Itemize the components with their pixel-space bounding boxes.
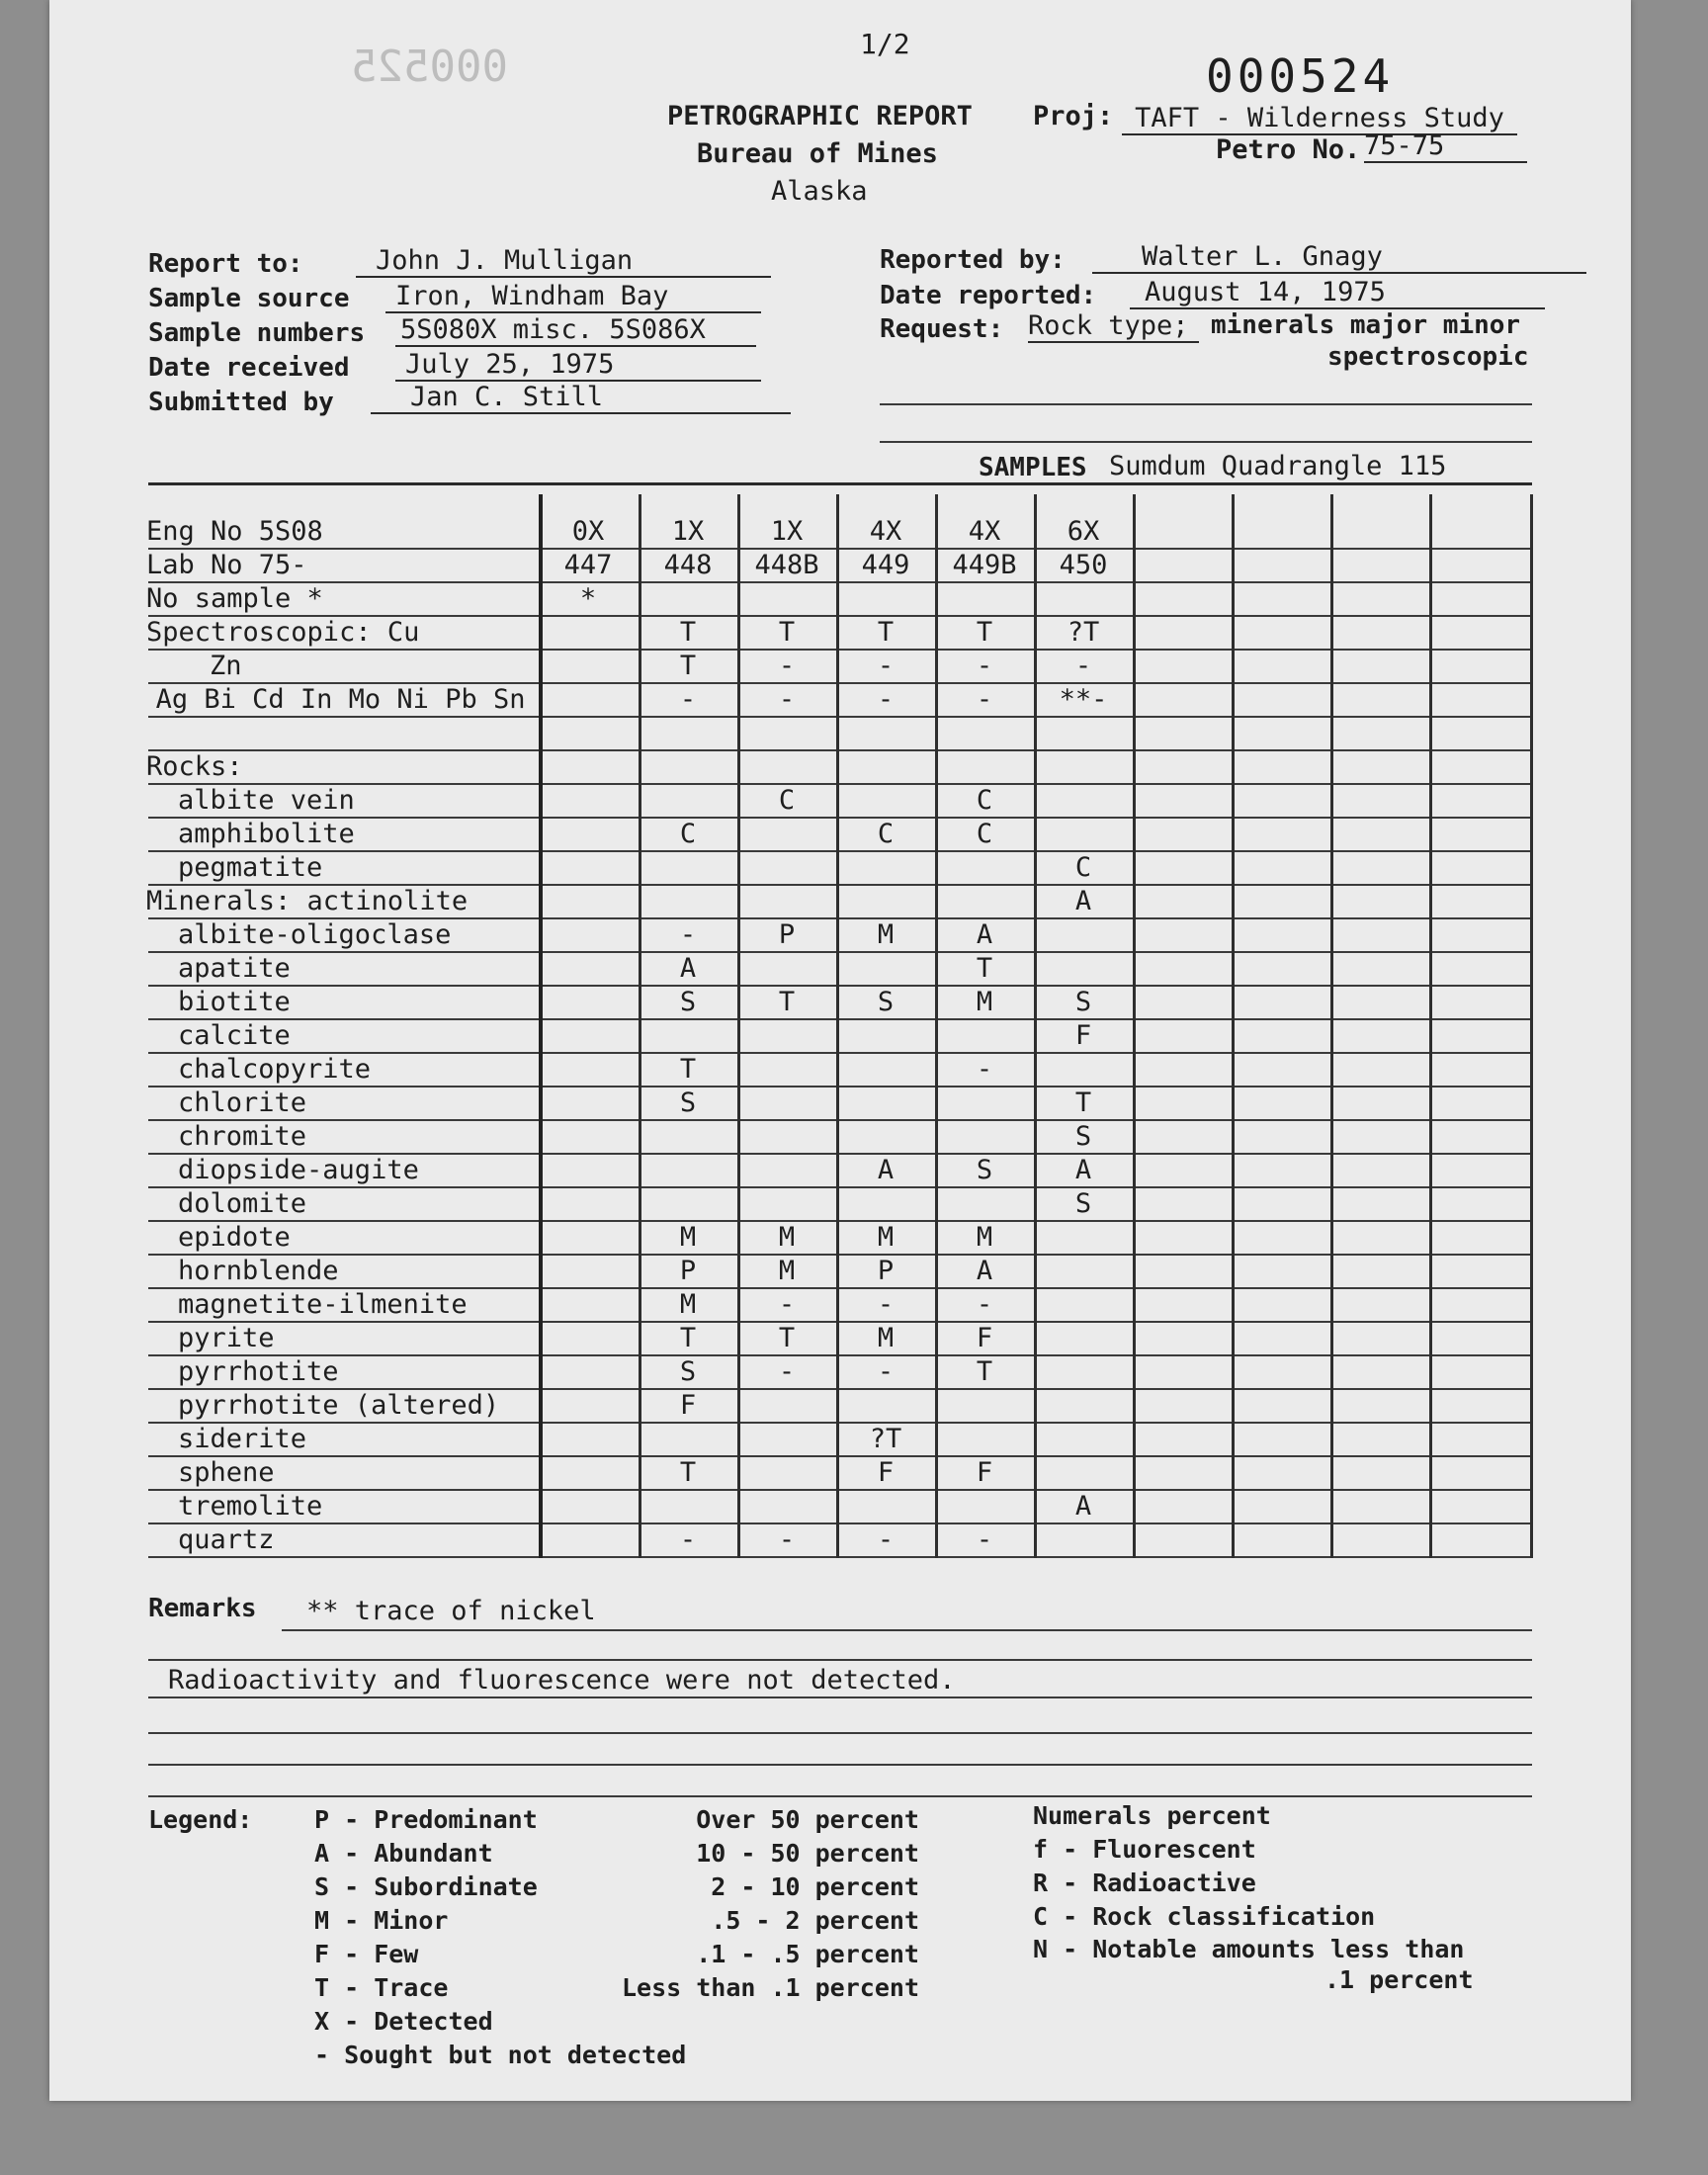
table-cell: - — [679, 684, 697, 715]
table-cell: * — [579, 583, 597, 614]
table-cell: M — [976, 1222, 993, 1253]
table-cell: 1X — [770, 516, 804, 547]
legend-range: .5 - 2 percent — [711, 1906, 919, 1935]
date-reported-value: August 14, 1975 — [1130, 277, 1545, 309]
row-label: Rocks: — [146, 751, 243, 782]
mirrored-stamp: 000525 — [351, 42, 508, 92]
legend-range: .1 - .5 percent — [696, 1940, 919, 1968]
table-cell: C — [976, 819, 993, 849]
table-cell: 448 — [663, 550, 713, 580]
table-cell: T — [778, 987, 796, 1017]
row-label: siderite — [178, 1424, 307, 1454]
table-cell: S — [976, 1155, 993, 1185]
table-cell: - — [1074, 651, 1092, 681]
table-cell: T — [679, 617, 697, 648]
report-state: Alaska — [771, 176, 868, 207]
date-received-label: Date received — [148, 353, 350, 383]
table-cell: - — [976, 1524, 993, 1555]
report-to-value: John J. Mulligan — [356, 245, 771, 278]
table-cell: T — [679, 1323, 697, 1353]
blank-line — [880, 403, 1532, 405]
legend-code: S - Subordinate — [314, 1872, 538, 1901]
table-cell: P — [877, 1256, 895, 1286]
remarks-line1: ** trace of nickel — [306, 1596, 596, 1626]
row-label: hornblende — [178, 1256, 339, 1286]
reported-by-value: Walter L. Gnagy — [1092, 241, 1586, 274]
row-label: pyrrhotite — [178, 1356, 339, 1387]
table-cell: T — [976, 953, 993, 984]
table-cell: ?T — [1067, 617, 1100, 648]
row-label: No sample * — [146, 583, 323, 614]
table-cell: T — [679, 1054, 697, 1085]
table-column-rule — [1330, 494, 1333, 1558]
table-cell: 447 — [563, 550, 613, 580]
row-label: chlorite — [178, 1088, 307, 1118]
table-cell: 1X — [671, 516, 705, 547]
table-cell: A — [1074, 1491, 1092, 1522]
remarks-rule — [148, 1696, 1532, 1698]
table-cell: M — [778, 1222, 796, 1253]
legend-range: Over 50 percent — [696, 1805, 919, 1834]
table-row-rule — [148, 581, 1532, 583]
table-cell: 4X — [869, 516, 902, 547]
row-label: magnetite-ilmenite — [178, 1289, 468, 1320]
legend-right-4: C - Rock classification — [1033, 1902, 1376, 1931]
table-cell: T — [679, 1457, 697, 1488]
table-cell: 448B — [754, 550, 819, 580]
table-cell: A — [976, 1256, 993, 1286]
table-cell: F — [1074, 1020, 1092, 1051]
petro-value: 75-75 — [1364, 130, 1527, 163]
document-number: 000524 — [1206, 49, 1395, 103]
table-cell: - — [976, 651, 993, 681]
date-reported-label: Date reported: — [880, 281, 1097, 310]
table-column-rule — [639, 494, 641, 1558]
table-cell: - — [778, 651, 796, 681]
samples-label: SAMPLES — [979, 453, 1087, 482]
table-cell: F — [679, 1390, 697, 1421]
table-cell: F — [877, 1457, 895, 1488]
table-cell: C — [877, 819, 895, 849]
row-label: Ag Bi Cd In Mo Ni Pb Sn — [155, 684, 526, 715]
table-cell: T — [976, 617, 993, 648]
remarks-rule — [148, 1659, 1532, 1661]
legend-code: P - Predominant — [314, 1805, 538, 1834]
table-cell: 4X — [968, 516, 1001, 547]
table-column-rule — [1133, 494, 1136, 1558]
table-row-rule — [148, 1086, 1532, 1088]
table-cell: - — [778, 1356, 796, 1387]
report-title: PETROGRAPHIC REPORT — [667, 101, 973, 131]
row-label: Lab No 75- — [146, 550, 307, 580]
table-cell: - — [877, 684, 895, 715]
table-cell: S — [1074, 1121, 1092, 1152]
legend-code: - Sought but not detected — [314, 2041, 687, 2069]
table-cell: C — [679, 819, 697, 849]
legend-code: M - Minor — [314, 1906, 449, 1935]
legend-range: 10 - 50 percent — [696, 1839, 919, 1868]
request-label: Request: — [880, 314, 1004, 344]
table-column-rule — [1232, 494, 1235, 1558]
table-cell: - — [778, 1289, 796, 1320]
table-cell: - — [976, 1054, 993, 1085]
legend-code: F - Few — [314, 1940, 419, 1968]
row-label: pyrite — [178, 1323, 275, 1353]
legend-range: Less than .1 percent — [621, 1973, 919, 2002]
table-cell: T — [778, 617, 796, 648]
page-mark: 1/2 — [860, 28, 910, 60]
table-cell: M — [877, 1323, 895, 1353]
table-cell: S — [1074, 1188, 1092, 1219]
row-label: Minerals: actinolite — [146, 886, 469, 916]
table-cell: S — [877, 987, 895, 1017]
table-cell: P — [679, 1256, 697, 1286]
row-label: Zn — [210, 651, 242, 681]
table-cell: C — [1074, 852, 1092, 883]
table-cell: M — [976, 987, 993, 1017]
table-cell: - — [778, 1524, 796, 1555]
table-column-rule — [836, 494, 839, 1558]
request-spectroscopic: spectroscopic — [1327, 342, 1529, 372]
row-label: dolomite — [178, 1188, 307, 1219]
legend-right-1: Numerals percent — [1033, 1801, 1271, 1830]
table-cell: 449 — [861, 550, 910, 580]
sample-numbers-value: 5S080X misc. 5S086X — [395, 314, 756, 347]
request-rest: minerals major minor — [1211, 310, 1521, 340]
table-cell: A — [976, 919, 993, 950]
table-cell: - — [976, 684, 993, 715]
table-column-rule — [1530, 494, 1533, 1558]
table-cell: T — [877, 617, 895, 648]
table-cell: M — [877, 919, 895, 950]
row-label: apatite — [178, 953, 291, 984]
row-label: Spectroscopic: Cu — [146, 617, 420, 648]
row-label: diopside-augite — [178, 1155, 419, 1185]
table-cell: T — [1074, 1088, 1092, 1118]
table-cell: P — [778, 919, 796, 950]
legend-code: A - Abundant — [314, 1839, 493, 1868]
remarks-rule — [282, 1629, 1532, 1631]
row-label: biotite — [178, 987, 291, 1017]
table-column-rule — [539, 494, 543, 1558]
table-cell: T — [976, 1356, 993, 1387]
table-cell: S — [679, 987, 697, 1017]
table-column-rule — [737, 494, 740, 1558]
table-row-rule — [148, 783, 1532, 785]
blank-line — [880, 441, 1532, 443]
table-cell: **- — [1059, 684, 1108, 715]
table-cell: A — [1074, 1155, 1092, 1185]
table-row-rule — [148, 749, 1532, 751]
table-row-rule — [148, 1186, 1532, 1188]
legend-right-5: N - Notable amounts less than — [1033, 1935, 1465, 1963]
table-cell: S — [679, 1088, 697, 1118]
table-cell: - — [877, 651, 895, 681]
legend-range: 2 - 10 percent — [711, 1872, 919, 1901]
remarks-label: Remarks — [148, 1594, 257, 1623]
report-org: Bureau of Mines — [697, 138, 938, 169]
table-row-rule — [148, 850, 1532, 852]
table-cell: - — [679, 1524, 697, 1555]
table-cell: A — [679, 953, 697, 984]
row-label: chalcopyrite — [178, 1054, 372, 1085]
row-label: epidote — [178, 1222, 291, 1253]
table-cell: F — [976, 1323, 993, 1353]
table-cell: A — [877, 1155, 895, 1185]
remarks-line2: Radioactivity and fluorescence were not detected. — [168, 1665, 956, 1696]
table-column-rule — [935, 494, 938, 1558]
row-label: amphibolite — [178, 819, 355, 849]
table-column-rule — [1429, 494, 1432, 1558]
table-row-rule — [148, 1489, 1532, 1491]
date-received-value: July 25, 1975 — [395, 349, 761, 382]
sample-source-value: Iron, Windham Bay — [385, 281, 761, 313]
row-label: sphene — [178, 1457, 275, 1488]
table-cell: F — [976, 1457, 993, 1488]
legend-label: Legend: — [148, 1805, 253, 1834]
table-cell: M — [778, 1256, 796, 1286]
sample-numbers-label: Sample numbers — [148, 318, 366, 348]
samples-value: Sumdum Quadrangle 115 — [1109, 451, 1447, 481]
request-value: Rock type; — [1028, 310, 1199, 343]
legend-right-3: R - Radioactive — [1033, 1869, 1256, 1897]
row-label: Eng No 5S08 — [146, 516, 323, 547]
table-cell: - — [679, 919, 697, 950]
proj-label: Proj: — [1033, 101, 1114, 131]
table-row-rule — [148, 716, 1532, 718]
row-label: calcite — [178, 1020, 291, 1051]
sample-source-label: Sample source — [148, 284, 350, 313]
row-label: tremolite — [178, 1491, 323, 1522]
remarks-rule — [148, 1732, 1532, 1734]
remarks-rule — [148, 1764, 1532, 1766]
table-cell: C — [778, 785, 796, 816]
table-cell: S — [679, 1356, 697, 1387]
table-row-rule — [148, 951, 1532, 953]
table-cell: C — [976, 785, 993, 816]
table-cell: T — [778, 1323, 796, 1353]
table-cell: - — [877, 1289, 895, 1320]
table-cell: S — [1074, 987, 1092, 1017]
table-cell: M — [679, 1289, 697, 1320]
table-cell: M — [877, 1222, 895, 1253]
reported-by-label: Reported by: — [880, 245, 1066, 275]
submitted-by-value: Jan C. Still — [371, 382, 791, 414]
report-to-label: Report to: — [148, 249, 303, 279]
row-label: albite-oligoclase — [178, 919, 452, 950]
legend-right-6: .1 percent — [1324, 1965, 1474, 1994]
legend-code: T - Trace — [314, 1973, 449, 2002]
table-top-border — [148, 482, 1532, 485]
legend-code: X - Detected — [314, 2007, 493, 2036]
table-cell: ?T — [869, 1424, 902, 1454]
row-label: quartz — [178, 1524, 275, 1555]
table-cell: - — [976, 1289, 993, 1320]
table-column-rule — [1034, 494, 1037, 1558]
row-label: pegmatite — [178, 852, 323, 883]
table-cell: 0X — [571, 516, 605, 547]
remarks-rule — [148, 1795, 1532, 1797]
legend-right-2: f - Fluorescent — [1033, 1835, 1256, 1864]
table-row-rule — [148, 1119, 1532, 1121]
table-cell: 6X — [1067, 516, 1100, 547]
table-row-rule — [148, 1556, 1532, 1558]
table-cell: M — [679, 1222, 697, 1253]
row-label: chromite — [178, 1121, 307, 1152]
table-cell: 449B — [952, 550, 1017, 580]
table-cell: - — [877, 1524, 895, 1555]
table-cell: T — [679, 651, 697, 681]
petro-label: Petro No. — [1216, 134, 1361, 165]
table-cell: - — [778, 684, 796, 715]
table-cell: 450 — [1059, 550, 1108, 580]
table-cell: - — [877, 1356, 895, 1387]
submitted-by-label: Submitted by — [148, 388, 334, 417]
proj-value: TAFT - Wilderness Study — [1122, 103, 1517, 135]
row-label: albite vein — [178, 785, 355, 816]
report-page — [49, 0, 1631, 2101]
row-label: pyrrhotite (altered) — [178, 1390, 500, 1421]
table-cell: A — [1074, 886, 1092, 916]
table-row-rule — [148, 1018, 1532, 1020]
